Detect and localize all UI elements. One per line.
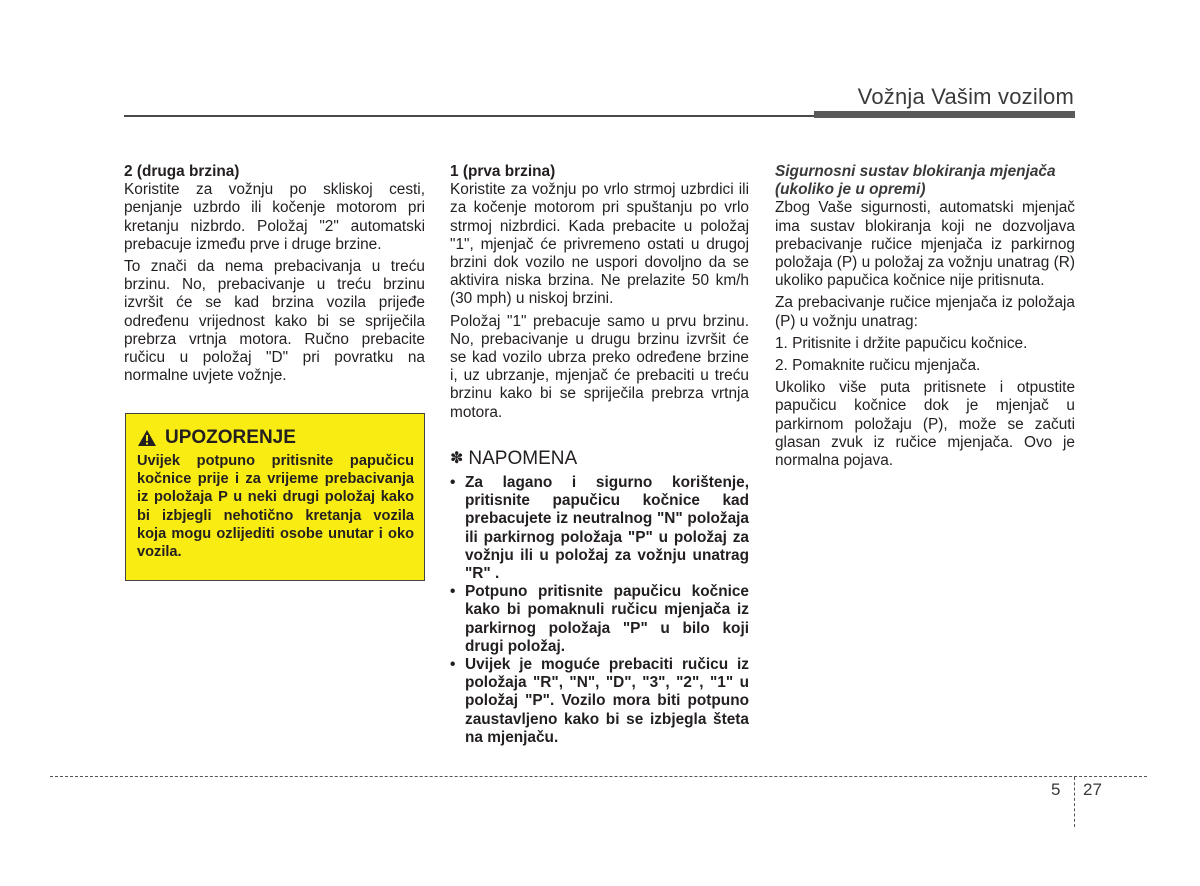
warning-text: Uvijek potpuno pritisnite papučicu kočnice prije i za vrijeme prebacivanja iz položaja P u neki drugi položaj kako bi izbjegli nehotično kretanja vozila koja mogu ozlijediti osobe unutar i oko vozila. (137, 453, 414, 561)
section-heading-first-gear: 1 (prva brzina) (450, 163, 556, 180)
note-title: NAPOMENA (468, 447, 578, 469)
note-list (450, 474, 749, 747)
note-item: • Potpuno pritisnite papučicu kočnice kako bi pomaknuli ručicu mjenjača iz parkirnog položaja "P" u bilo koji drugi položaj. (450, 583, 749, 656)
paragraph: To znači da nema prebacivanja u treću brzinu. No, prebacivanje u treću brzinu izvršit će se kad brzina vozila prijeđe određenu vrijednost kako bi se spriječila prebrza vrtnja motora. Ručno prebacite ručicu u položaj "D" pri povratku na normalne uvjete vožnje. (124, 258, 425, 385)
header-rule (124, 115, 814, 117)
paragraph: Za prebacivanje ručice mjenjača iz položaja (P) u vožnju unatrag: (775, 294, 1075, 330)
note-heading (450, 447, 749, 469)
paragraph: Koristite za vožnju po vrlo strmoj uzbrdici ili za kočenje motorom pri spuštanju po vrlo strmoj nizbrdici. Kada prebacite u položaj "1", mjenjač će privremeno ostati u drugoj brzini dok vozilo ne uspori dovoljno da se aktivira niska brzina. Ne prelazite 50 km/h (30 mph) u niskoj brzini. (450, 181, 749, 308)
warning-title: UPOZORENJE (165, 427, 296, 448)
note-item: • Za lagano i sigurno korištenje, pritisnite papučicu kočnice kad prebacujete iz neutralnog "N" položaja ili parkirnog položaja "P" u položaj za vožnju ili u položaj za vožnju unatrag "R" . (450, 474, 749, 583)
page-header-title: Vožnja Vašim vozilom (857, 84, 1074, 109)
paragraph: Zbog Vaše sigurnosti, automatski mjenjač ima sustav blokiranja koji ne dozvoljava prebacivanje ručice mjenjača iz parkirnog položaja (P) u položaj za vožnju unatrag (R) ukoliko papučica kočnice nije pritisnuta. (775, 199, 1075, 290)
page-number: 27 (1083, 780, 1102, 799)
step-item: 1. Pritisnite i držite papučicu kočnice. (775, 334, 1028, 352)
step-item: 2. Pomaknite ručicu mjenjača. (775, 357, 981, 375)
column-middle (450, 163, 749, 747)
section-heading-second-gear: 2 (druga brzina) (124, 163, 240, 180)
paragraph: Koristite za vožnju po skliskoj cesti, penjanje uzbrdo ili kočenje motorom pri kretanju nizbrdo. Položaj "2" automatski prebacuje između prve i druge brzine. (124, 181, 425, 253)
note-item: • Uvijek je moguće prebaciti ručicu iz položaja "R", "N", "D", "3", "2", "1" u položaj "P". Vozilo mora biti potpuno zaustavljeno kako bi se izbjegla šteta na mjenjaču. (450, 656, 749, 747)
note-star-icon: ✽ (450, 449, 464, 467)
paragraph: Položaj "1" prebacuje samo u prvu brzinu. No, prebacivanje u drugu brzinu izvršit će se kad vozilo ubrza preko određene brzine i, uz ubrzanje, mjenjač će prebaciti u treću brzinu kako bi se spriječila prebrza vrtnja motora. (450, 312, 749, 421)
paragraph: Ukoliko više puta pritisnete i otpustite papučicu kočnice dok je mjenjač u parkirnom položaju (P), može se začuti glasan zvuk iz ručice mjenjača. Ovo je normalna pojava. (775, 379, 1075, 470)
warning-triangle-icon (137, 429, 157, 447)
footer-page-divider (1074, 777, 1075, 827)
section-heading-shift-lock: Sigurnosni sustav blokiranja mjenjača (ukoliko je u opremi) (775, 163, 1056, 199)
column-left (124, 163, 425, 389)
column-right (775, 163, 1075, 474)
header-rule-accent (814, 111, 1075, 118)
warning-title-row (137, 427, 414, 449)
section-number: 5 (1051, 780, 1061, 799)
footer-divider (50, 776, 1147, 777)
warning-box (125, 413, 425, 581)
